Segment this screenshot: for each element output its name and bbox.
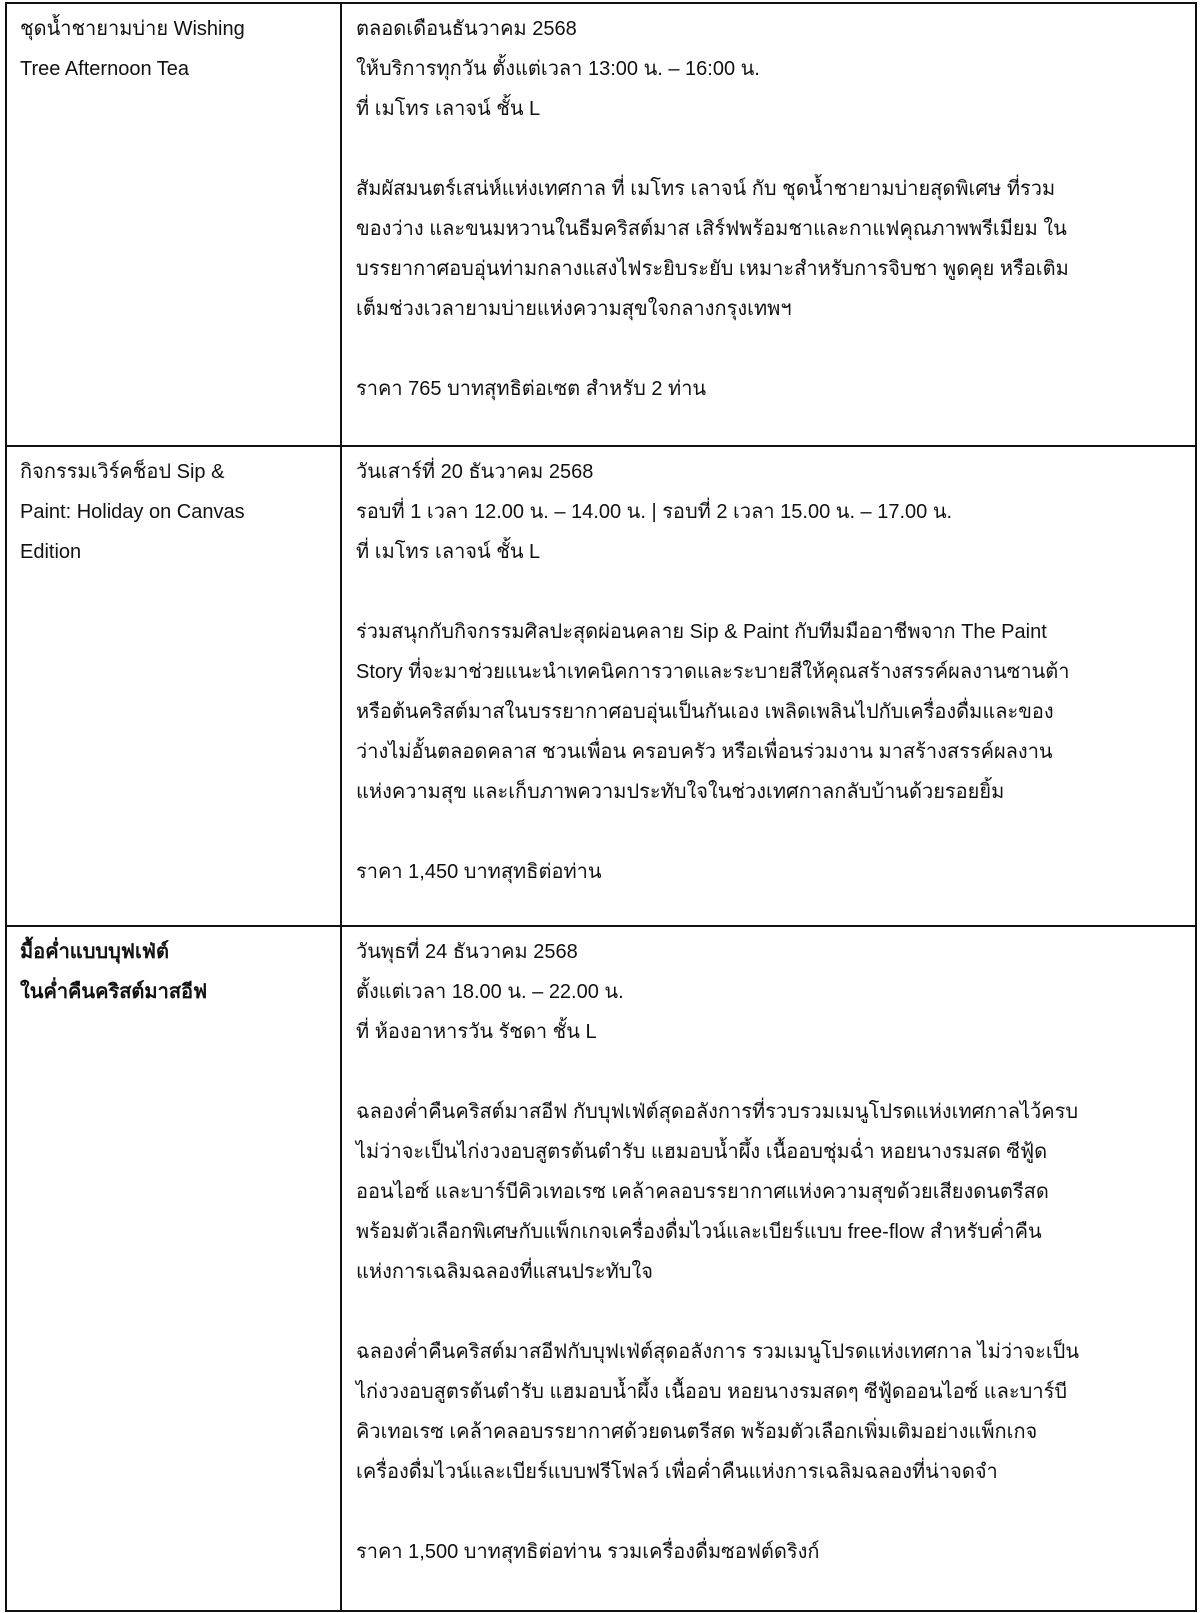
- event-description-line: แห่งการเฉลิมฉลองที่แสนประทับใจ: [356, 1261, 653, 1283]
- event-info-line: ที่ ห้องอาหารวัน รัชดา ชั้น L: [356, 1021, 597, 1043]
- event-title-line: มื้อค่ำแบบบุฟเฟ่ต์: [20, 941, 169, 963]
- event-description-line: Story ที่จะมาช่วยแนะนำเทคนิคการวาดและระบายสีให้คุณสร้างสรรค์ผลงานซานต้า: [356, 661, 1070, 683]
- event-description-line: ร่วมสนุกกับกิจกรรมศิลปะสุดผ่อนคลาย Sip & Paint กับทีมมืออาชีพจาก The Paint: [356, 621, 1047, 643]
- table-row: [6, 926, 1196, 1611]
- event-description-line: ไก่งวงอบสูตรต้นตำรับ แฮมอบน้ำผึ้ง เนื้ออบ หอยนางรมสดๆ ซีฟู้ดออนไอซ์ และบาร์บี: [356, 1381, 1068, 1403]
- event-info-line: ให้บริการทุกวัน ตั้งแต่เวลา 13:00 น. – 16:00 น.: [356, 58, 760, 80]
- event-title-cell: [6, 3, 341, 446]
- event-description-line: พร้อมตัวเลือกพิเศษกับแพ็กเกจเครื่องดื่มไวน์และเบียร์แบบ free-flow สำหรับค่ำคืน: [356, 1221, 1042, 1243]
- spacer: [356, 1052, 1195, 1092]
- spacer: [356, 572, 1195, 612]
- event-details-cell: [341, 926, 1196, 1611]
- event-title-line: Edition: [20, 541, 82, 563]
- event-title-line: ชุดน้ำชายามบ่าย Wishing: [20, 18, 245, 40]
- event-price: ราคา 765 บาทสุทธิต่อเซต สำหรับ 2 ท่าน: [356, 378, 707, 400]
- event-description-line: แห่งความสุข และเก็บภาพความประทับใจในช่วงเทศกาลกลับบ้านด้วยรอยยิ้ม: [356, 781, 1005, 803]
- event-description-line: ฉลองค่ำคืนคริสต์มาสอีฟกับบุฟเฟ่ต์สุดอลังการ รวมเมนูโปรดแห่งเทศกาล ไม่ว่าจะเป็น: [356, 1341, 1080, 1363]
- event-info-line: ตลอดเดือนธันวาคม 2568: [356, 18, 577, 40]
- event-info-line: วันพุธที่ 24 ธันวาคม 2568: [356, 941, 578, 963]
- event-price: ราคา 1,450 บาทสุทธิต่อท่าน: [356, 861, 602, 883]
- event-description-line: เต็มช่วงเวลายามบ่ายแห่งความสุขใจกลางกรุงเทพฯ: [356, 298, 792, 320]
- event-title-line: Tree Afternoon Tea: [20, 58, 190, 80]
- event-description-line: หรือต้นคริสต์มาสในบรรยากาศอบอุ่นเป็นกันเอง เพลิดเพลินไปกับเครื่องดื่มและของ: [356, 701, 1054, 723]
- event-info-line: วันเสาร์ที่ 20 ธันวาคม 2568: [356, 461, 594, 483]
- spacer: [356, 329, 1195, 369]
- event-price: ราคา 1,500 บาทสุทธิต่อท่าน รวมเครื่องดื่มซอฟต์ดริงก์: [356, 1541, 820, 1563]
- event-title-cell: [6, 926, 341, 1611]
- event-title-cell: [6, 446, 341, 926]
- event-info-line: ที่ เมโทร เลาจน์ ชั้น L: [356, 541, 541, 563]
- spacer: [356, 1292, 1195, 1332]
- event-description-line: เครื่องดื่มไวน์และเบียร์แบบฟรีโฟลว์ เพื่อค่ำคืนแห่งการเฉลิมฉลองที่น่าจดจำ: [356, 1461, 998, 1483]
- table-row: [6, 3, 1196, 446]
- table-row: [6, 446, 1196, 926]
- event-description-line: บรรยากาศอบอุ่นท่ามกลางแสงไฟระยิบระยับ เหมาะสำหรับการจิบชา พูดคุย หรือเติม: [356, 258, 1069, 280]
- event-description-line: สัมผัสมนตร์เสน่ห์แห่งเทศกาล ที่ เมโทร เลาจน์ กับ ชุดน้ำชายามบ่ายสุดพิเศษ ที่รวม: [356, 178, 1056, 200]
- event-description-line: ไม่ว่าจะเป็นไก่งวงอบสูตรต้นตำรับ แฮมอบน้ำผึ้ง เนื้ออบชุ่มฉ่ำ หอยนางรมสด ซีฟู้ด: [356, 1141, 1048, 1163]
- event-title-line: Paint: Holiday on Canvas: [20, 501, 245, 523]
- event-title-line: ในค่ำคืนคริสต์มาสอีฟ: [20, 981, 208, 1003]
- event-info-line: รอบที่ 1 เวลา 12.00 น. – 14.00 น. | รอบที่ 2 เวลา 15.00 น. – 17.00 น.: [356, 501, 953, 523]
- event-description-line: ออนไอซ์ และบาร์บีคิวเทอเรซ เคล้าคลอบรรยากาศแห่งความสุขด้วยเสียงดนตรีสด: [356, 1181, 1049, 1203]
- spacer: [356, 812, 1195, 852]
- event-description-line: ว่างไม่อั้นตลอดคลาส ชวนเพื่อน ครอบครัว หรือเพื่อนร่วมงาน มาสร้างสรรค์ผลงาน: [356, 741, 1053, 763]
- events-table: [5, 2, 1197, 1612]
- event-info-line: ที่ เมโทร เลาจน์ ชั้น L: [356, 98, 541, 120]
- event-details-cell: [341, 3, 1196, 446]
- event-info-line: ตั้งแต่เวลา 18.00 น. – 22.00 น.: [356, 981, 624, 1003]
- event-description-line: คิวเทอเรซ เคล้าคลอบรรยากาศด้วยดนตรีสด พร้อมตัวเลือกเพิ่มเติมอย่างแพ็กเกจ: [356, 1421, 1038, 1443]
- event-description-line: ของว่าง และขนมหวานในธีมคริสต์มาส เสิร์ฟพร้อมชาและกาแฟคุณภาพพรีเมียม ใน: [356, 218, 1067, 240]
- event-title-line: กิจกรรมเวิร์คช็อป Sip &: [20, 461, 225, 483]
- spacer: [356, 129, 1195, 169]
- spacer: [356, 1492, 1195, 1532]
- event-description-line: ฉลองค่ำคืนคริสต์มาสอีฟ กับบุฟเฟ่ต์สุดอลังการที่รวบรวมเมนูโปรดแห่งเทศกาลไว้ครบ: [356, 1101, 1079, 1123]
- event-details-cell: [341, 446, 1196, 926]
